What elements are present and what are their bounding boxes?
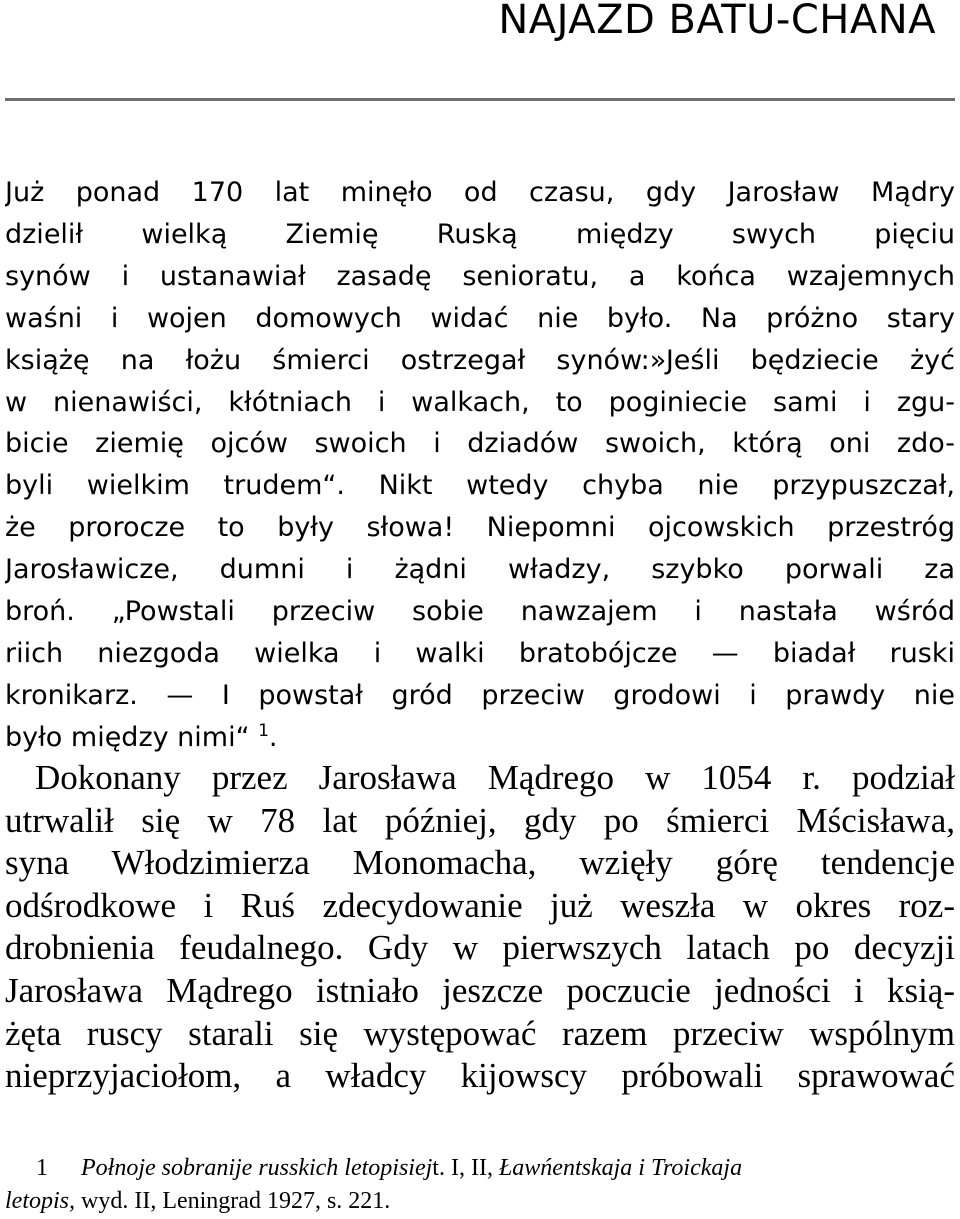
text-line: drobnienia feudalnego. Gdy w pierwszych latach po decyzji <box>5 928 955 968</box>
footnote-number: 1 <box>36 1155 48 1181</box>
last-line-text: było między nimi“ <box>5 721 250 753</box>
text-line: Już ponad 170 lat minęło od czasu, gdy Jarosław Mądry <box>5 177 955 208</box>
header-divider <box>5 98 955 101</box>
text-line: nieprzyjaciołom, a władcy kijowscy próbowali sprawować <box>5 1056 955 1096</box>
footnote-reference[interactable]: 1 <box>258 719 269 740</box>
text-line: utrwalił się w 78 lat później, gdy po śmierci Mścisława, <box>5 800 955 840</box>
footnote-source-title-2: Ławńentskaja i Troickaja <box>498 1155 743 1181</box>
footnote-line-1 <box>5 1152 955 1185</box>
footnote-source-title-3: letopis, <box>5 1188 75 1214</box>
footnote-edition: wyd. II, Leningrad 1927, s. 221. <box>81 1188 391 1214</box>
text-line: byli wielkim trudem“. Nikt wtedy chyba nie przypuszczał, <box>5 470 955 502</box>
footnote <box>5 1152 955 1218</box>
text-line: odśrodkowe i Ruś zdecydowanie już weszła w okres roz- <box>5 885 955 925</box>
text-line: żęta ruscy starali się występować razem przeciw wspólnym <box>5 1013 955 1053</box>
text-line: książę na łożu śmierci ostrzegał synów:»Jeśli będziecie żyć <box>5 344 955 376</box>
text-line: waśni i wojen domowych widać nie było. Na próżno stary <box>5 302 955 334</box>
last-line-end: . <box>268 721 278 753</box>
footnote-source-title: Połnoje sobranije russkich letopisiej <box>81 1155 433 1181</box>
paragraph-opening <box>5 172 955 759</box>
chapter-title: NAJAZD BATU-CHANA <box>498 0 936 43</box>
text-line: syna Włodzimierza Monomacha, wzięły górę tendencje <box>5 843 955 883</box>
text-line: kronikarz. — I powstał gród przeciw grodowi i prawdy nie <box>5 679 955 711</box>
text-line: Jarosławicze, dumni i żądni władzy, szybko porwali za <box>5 554 955 586</box>
text-line: Jarosława Mądrego istniało jeszcze poczucie jedności i ksią- <box>5 970 955 1010</box>
text-line: Dokonany przez Jarosława Mądrego w 1054 r. podział <box>35 758 955 797</box>
footnote-line-2 <box>5 1185 955 1218</box>
text-line: broń. „Powstali przeciw sobie nawzajem i nastała wśród <box>5 596 955 628</box>
text-line: synów i ustanawiał zasadę senioratu, a końca wzajemnych <box>5 260 955 292</box>
text-line: bicie ziemię ojców swoich i dziadów swoich, którą oni zdo- <box>5 428 955 460</box>
text-line: riich niezgoda wielka i walki bratobójcze — biadał ruski <box>5 637 955 669</box>
text-line-last <box>5 717 955 759</box>
text-line: w nienawiści, kłótniach i walkach, to poginiecie sami i zgu- <box>5 386 955 418</box>
text-line: że prorocze to były słowa! Niepomni ojcowskich przestróg <box>5 512 955 544</box>
footnote-source-detail: t. I, II, <box>432 1155 493 1181</box>
paragraph-second <box>5 757 955 1098</box>
text-line: dzielił wielką Ziemię Ruską między swych pięciu <box>5 218 955 250</box>
